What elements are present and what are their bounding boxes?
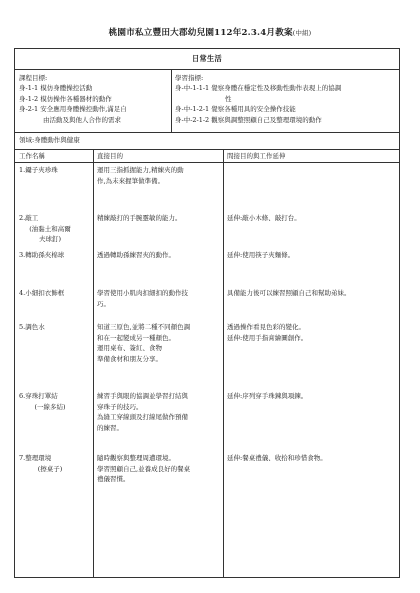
indirect-purpose-line: 延伸:敲小木條、敲打台。 (227, 214, 301, 222)
direct-purpose-line: 為縫工穿線頭及打線尾做作預備 (97, 413, 188, 422)
header-indirect-purpose: 間接目的與工作延伸 (227, 152, 286, 160)
section-header (14, 48, 400, 70)
work-name-line: 夫球釘) (38, 235, 62, 244)
work-name-line: 2.敲工 (19, 214, 39, 222)
table-header-row (15, 150, 399, 163)
work-name (19, 391, 91, 412)
table-divider (223, 150, 224, 577)
direct-purpose-line: 的練習。 (97, 423, 123, 432)
indirect-purpose-line: 延伸:餐桌禮儀、收拾和珍惜食物。 (227, 454, 327, 462)
course-goals-label: 課程目標: (19, 74, 48, 82)
indirect-purpose (227, 453, 397, 464)
work-name-line: 6.穿珠打單結 (19, 392, 58, 400)
learning-indicators (175, 73, 397, 125)
page-title (0, 26, 420, 38)
work-name (19, 288, 91, 299)
indirect-purpose-line: 延伸:序列穿手珠鍊與項鍊。 (227, 392, 308, 400)
direct-purpose-line: 運用桌布、簽紅、食物 (97, 344, 162, 353)
indirect-purpose (227, 322, 397, 343)
title-text: 桃園市私立豐田大郡幼兒園112年2.3.4月教案 (108, 28, 293, 38)
title-note: (中組) (292, 29, 312, 37)
direct-purpose (97, 322, 220, 364)
learning-indicator-item: 身-中-1-2-1 覺察各種用具的安全操作技能 (175, 105, 296, 114)
indirect-purpose-line: 延伸:使用筷子夾麵條。 (227, 251, 295, 259)
direct-purpose-line: 準備食材和朋友分享。 (97, 354, 162, 363)
learning-indicator-item: 身-中-1-1-1 覺察身體在穩定性及移動性動作表現上的協調 (175, 84, 342, 93)
course-goal-item: 身-1-1 模仿身體操控活動 (19, 84, 93, 93)
indirect-purpose (227, 391, 397, 402)
direct-purpose-line: 透過轉助孫練習夾的動作。 (97, 251, 175, 259)
direct-purpose-line: 禮儀習慣。 (97, 475, 130, 484)
work-name-line: (擦桌子) (37, 464, 63, 473)
course-goals (19, 73, 171, 125)
indirect-purpose (227, 250, 397, 261)
direct-purpose (97, 165, 220, 186)
direct-purpose-line: 和在一起變成另一種顏色。 (97, 333, 175, 342)
work-name-line: 5.調色水 (19, 323, 45, 331)
work-name (19, 322, 91, 333)
direct-purpose (97, 213, 220, 224)
direct-purpose-line: 運用三指抓握能力,精練夾的動 (97, 166, 184, 174)
work-name-line: 4.小細扣衣飾框 (19, 289, 65, 297)
direct-purpose-line: 作,為未來握筆做準備。 (97, 176, 165, 185)
indirect-purpose-line: 具備能力後可以練習照顧自己和幫助弟妹。 (227, 289, 351, 297)
course-goal-item: 身-2-1 安全應用身體操控動作,滿足自 (19, 105, 127, 114)
work-name (19, 453, 91, 474)
direct-purpose-line: 巧。 (97, 299, 110, 308)
direct-purpose-line: 知道三原色,並將二種不同顏色調 (97, 323, 191, 331)
direct-purpose-line: 隨時觀察與整理周遭環境。 (97, 454, 175, 462)
learning-indicator-item: 性 (225, 94, 232, 103)
work-name-line: 1.鑷子夾珍珠 (19, 166, 58, 174)
direct-purpose (97, 391, 220, 433)
table-divider (93, 150, 94, 577)
header-work-name: 工作名稱 (19, 152, 45, 160)
work-name-line: 3.轉助孫夾棉球 (19, 251, 65, 259)
direct-purpose-line: 練習手與眼的協調並學習打結與 (97, 392, 188, 400)
direct-purpose-line: 精練敲打的手腕靈敏的能力。 (97, 214, 182, 222)
indirect-purpose-line: 延伸:使用手指膏繪圖創作。 (227, 333, 308, 342)
indirect-purpose-line: 透過操作看見色彩的變化。 (227, 323, 305, 331)
goals-block (14, 70, 400, 150)
domain-line: 領域:身體動作與健康 (15, 132, 399, 149)
goals-divider (171, 70, 172, 132)
work-name (19, 213, 91, 245)
direct-purpose-line: 穿珠子的技巧。 (97, 402, 143, 411)
direct-purpose-line: 學習使用小肌肉扣細扣的動作技 (97, 289, 188, 297)
indirect-purpose (227, 288, 397, 299)
indirect-purpose (227, 213, 397, 224)
activity-table (14, 150, 400, 578)
direct-purpose-line: 學習照顧自己,並養成良好的餐桌 (97, 464, 191, 473)
work-name-line: (油黏土和高爾 (29, 224, 71, 233)
learning-indicator-item: 身-中-2-1-2 觀察與調整照顧自己及整理環境的動作 (175, 115, 322, 124)
direct-purpose (97, 453, 220, 485)
work-name (19, 250, 91, 261)
course-goal-item: 身-1-2 模仿操作各種器材的動作 (19, 94, 112, 103)
work-name (19, 165, 91, 176)
direct-purpose (97, 250, 220, 261)
work-name-line: 7.整理環境 (19, 454, 52, 462)
direct-purpose (97, 288, 220, 309)
section-label: 日常生活 (192, 54, 222, 63)
header-direct-purpose: 直接目的 (97, 152, 123, 160)
learning-indicators-label: 學習指標: (175, 74, 204, 82)
course-goal-item: 由活動及與他人合作的需求 (43, 115, 121, 124)
work-name-line: (一線多結) (34, 402, 66, 411)
